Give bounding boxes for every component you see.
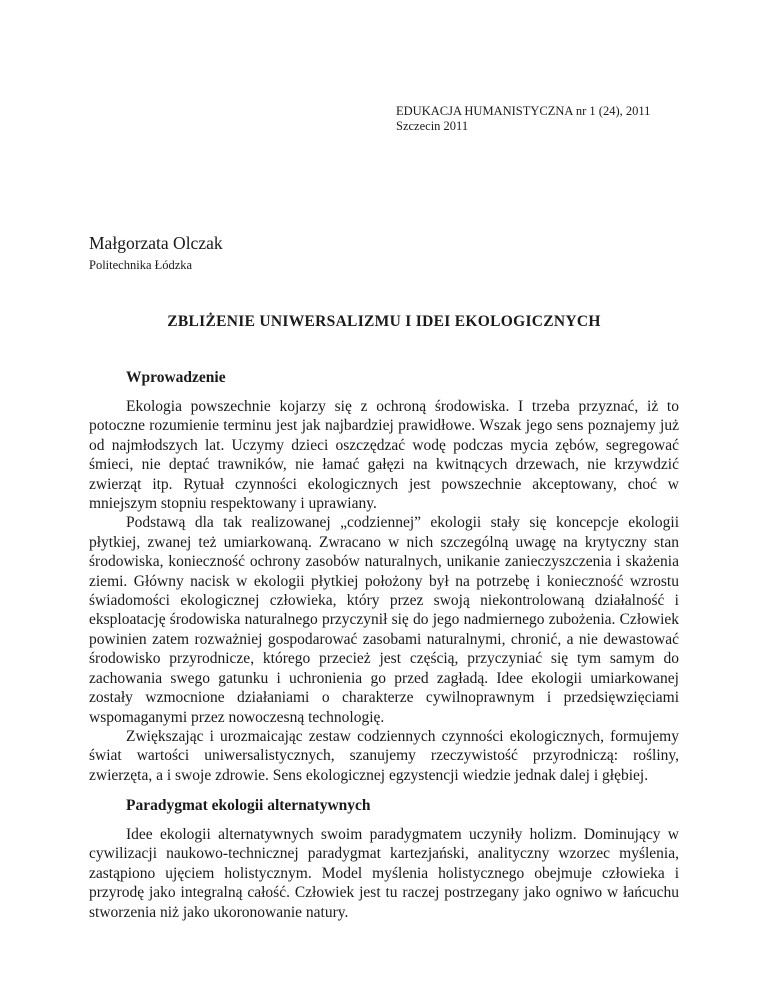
author-name: Małgorzata Olczak <box>89 233 223 253</box>
journal-name: EDUKACJA HUMANISTYCZNA nr 1 (24), 2011 <box>396 104 651 118</box>
section-body-paradigm <box>89 825 679 922</box>
journal-header <box>396 104 650 134</box>
paragraph: Ekologia powszechnie kojarzy się z ochroną środowiska. I trzeba przyznać, iż to potoczne rozumienie terminu jest jak najbardziej prawidłowe. Wszak jego sens poznajemy już od najmłodszych lat. Uczymy dzieci oszczędzać wodę podczas mycia zębów, segregować śmieci, nie deptać trawników, nie łamać gałęzi na kwitnących drzewach, nie krzywdzić zwierząt itp. Rytuał czynności ekologicznych jest powszechnie akceptowany, choć w mniejszym stopniu respektowany i uprawiany. <box>89 398 679 513</box>
journal-place-year: Szczecin 2011 <box>396 119 469 133</box>
section-heading-introduction: Wprowadzenie <box>126 369 226 386</box>
paragraph: Idee ekologii alternatywnych swoim paradygmatem uczyniły holizm. Dominujący w cywilizacji naukowo-technicznej paradygmat kartezjański, analityczny wzorzec myślenia, zastąpiono ujęciem holistycznym. Model myślenia holistycznego obejmuje człowieka i przyrodę jako integralną całość. Człowiek jest tu raczej postrzegany jako ogniwo w łańcuchu stworzenia niż jako ukoronowanie natury. <box>89 826 679 921</box>
paragraph: Podstawą dla tak realizowanej „codziennej” ekologii stały się koncepcje ekologii płytkiej, zwanej też umiarkowaną. Zwracano w nich szczególną uwagę na krytyczny stan środowiska, konieczność ochrony zasobów naturalnych, unikanie zanieczyszczenia i skażenia ziemi. Główny nacisk w ekologii płytkiej położony był na potrzebę i konieczność wzrostu świadomości ekologicznej człowieka, który przez swoją niekontrolowaną działalność i eksploatację środowiska naturalnego przyczynił się do jego nadmiernego zubożenia. Człowiek powinien zatem rozważniej gospodarować zasobami naturalnymi, chronić, a nie dewastować środowisko przyrodnicze, którego przecież jest częścią, przyczyniać się tym samym do zachowania swego gatunku i uchronienia go przed zagładą. Idee ekologii umiarkowanej zostały wzmocnione działaniami o charakterze cywilnoprawnym i przedsięwzięciami wspomaganymi przez nowoczesną technologię. <box>89 514 679 726</box>
section-heading-paradigm: Paradygmat ekologii alternatywnych <box>126 797 371 814</box>
article-title: ZBLIŻENIE UNIWERSALIZMU I IDEI EKOLOGICZNYCH <box>167 313 601 330</box>
paragraph: Zwiększając i urozmaicając zestaw codziennych czynności ekologicznych, formujemy świat wartości uniwersalistycznych, szanujemy rzeczywistość przyrodniczą: rośliny, zwierzęta, a i swoje zdrowie. Sens ekologicznej egzystencji wiedzie jednak dalej i głębiej. <box>89 727 679 784</box>
author-affiliation: Politechnika Łódzka <box>89 258 193 272</box>
section-body-introduction <box>89 397 679 785</box>
